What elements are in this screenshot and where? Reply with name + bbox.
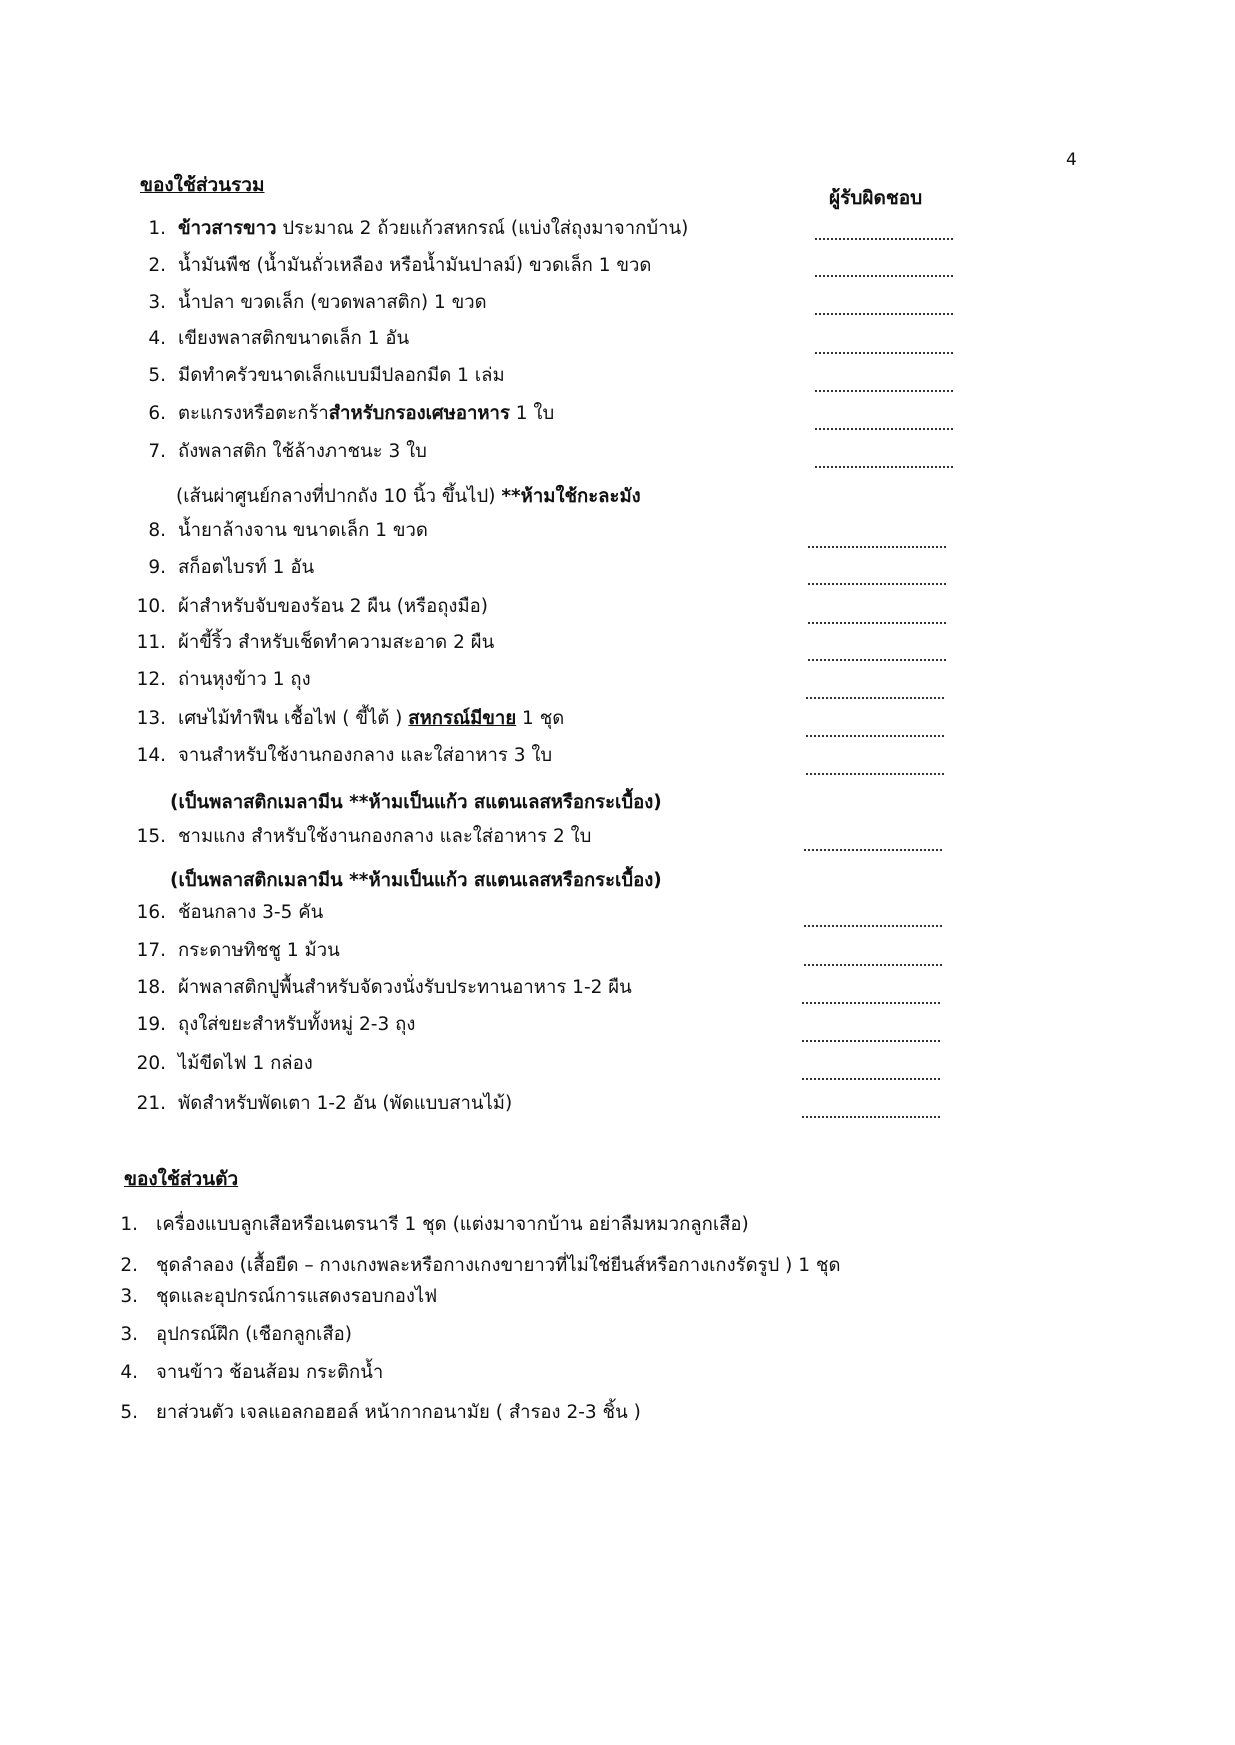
item-text: [178, 328, 409, 349]
responsible-line: [806, 773, 944, 775]
item-text: [178, 708, 564, 729]
item-number: 10.: [136, 596, 166, 617]
item-number: 14.: [136, 745, 166, 766]
responsible-line: [815, 390, 953, 392]
text-fragment: ถ่านหุงข้าว 1 ถุง: [178, 669, 311, 690]
item-text: [178, 826, 591, 847]
communal-item: [126, 288, 487, 317]
item-text: ยาส่วนตัว เจลแอลกอฮอล์ หน้ากากอนามัย ( สำรอง 2-3 ชิ้น ): [156, 1402, 641, 1423]
communal-item: [126, 898, 323, 927]
communal-item: [126, 741, 552, 770]
item-text: [178, 403, 554, 424]
emphasis-text: ข้าวสารขาว: [178, 218, 277, 239]
item-number: 20.: [136, 1053, 166, 1074]
emphasis-text: **ห้ามใช้กะละมัง: [501, 486, 641, 507]
communal-item: [126, 516, 428, 545]
text-fragment: มีดทำครัวขนาดเล็กแบบมีปลอกมีด 1 เล่ม: [178, 365, 505, 386]
text-fragment: พัดสำหรับพัดเตา 1-2 อัน (พัดแบบสานไม้): [178, 1093, 513, 1114]
text-fragment: เศษไม้ทำฟืน เชื้อไฟ ( ขี้ไต้ ): [178, 708, 409, 729]
item-number: 17.: [136, 940, 166, 961]
emphasis-text: (เป็นพลาสติกเมลามีน **ห้ามเป็นแก้ว สแตนเลสหรือกระเบื้อง): [170, 870, 662, 891]
item-number: 9.: [148, 557, 166, 578]
responsible-line: [802, 1040, 940, 1042]
item-note: [170, 788, 662, 817]
item-number: 1.: [148, 218, 166, 239]
text-fragment: ชามแกง สำหรับใช้งานกองกลาง และใส่อาหาร 2 ใบ: [178, 826, 592, 847]
responsible-line: [806, 697, 944, 699]
responsible-line: [808, 583, 946, 585]
communal-item: [126, 437, 427, 466]
item-number: 2.: [148, 255, 166, 276]
responsible-line: [804, 849, 942, 851]
item-number: 12.: [136, 669, 166, 690]
text-fragment: ประมาณ 2 ถ้วยแก้วสหกรณ์ (แบ่งใส่ถุงมาจากบ้าน): [276, 218, 689, 239]
item-text: [178, 977, 632, 998]
item-text: [178, 365, 505, 386]
personal-item: [116, 1210, 749, 1239]
item-number: 8.: [148, 520, 166, 541]
text-fragment: (เส้นผ่าศูนย์กลางที่ปากถัง 10 นิ้ว ขึ้นไป): [176, 486, 502, 507]
item-text: จานข้าว ช้อนส้อม กระติกน้ำ: [156, 1362, 384, 1383]
personal-item: [116, 1251, 841, 1280]
communal-item: [126, 628, 494, 657]
responsible-line: [815, 466, 953, 468]
text-fragment: กระดาษทิชชู 1 ม้วน: [178, 940, 340, 961]
item-text: ชุดลำลอง (เสื้อยืด – กางเกงพละหรือกางเกงขายาวที่ไม่ใช่ยีนส์หรือกางเกงรัดรูป ) 1 ชุด: [156, 1255, 841, 1276]
item-text: [178, 596, 488, 617]
communal-item: [126, 822, 591, 851]
item-number: 1.: [120, 1214, 138, 1235]
text-fragment: น้ำมันพืช (น้ำมันถั่วเหลือง หรือน้ำมันปาลม์) ขวดเล็ก 1 ขวด: [178, 255, 652, 276]
responsible-line: [802, 1078, 940, 1080]
item-text: [178, 1053, 313, 1074]
text-fragment: น้ำยาล้างจาน ขนาดเล็ก 1 ขวด: [178, 520, 428, 541]
emphasis-text: สหกรณ์มีขาย: [408, 708, 517, 729]
text-fragment: จานสำหรับใช้งานกองกลาง และใส่อาหาร 3 ใบ: [178, 745, 553, 766]
responsible-line: [802, 1116, 940, 1118]
item-text: [178, 669, 311, 690]
item-text: [178, 745, 552, 766]
communal-item: [126, 1089, 512, 1118]
text-fragment: ถังพลาสติก ใช้ล้างภาชนะ 3 ใบ: [178, 441, 427, 462]
text-fragment: เขียงพลาสติกขนาดเล็ก 1 อัน: [178, 328, 410, 349]
item-number: 4.: [120, 1362, 138, 1383]
item-number: 5.: [148, 365, 166, 386]
page-number: 4: [1066, 150, 1077, 170]
item-text: [178, 557, 314, 578]
personal-item: [116, 1282, 437, 1311]
text-fragment: ผ้าพลาสติกปูพื้นสำหรับจัดวงนั่งรับประทานอาหาร 1-2 ผืน: [178, 977, 632, 998]
responsible-line: [815, 313, 953, 315]
item-number: 13.: [136, 708, 166, 729]
item-number: 3.: [120, 1324, 138, 1345]
item-number: 19.: [136, 1014, 166, 1035]
item-number: 4.: [148, 328, 166, 349]
responsible-line: [806, 735, 944, 737]
item-number: 7.: [148, 441, 166, 462]
responsible-line: [802, 1002, 940, 1004]
personal-item: [116, 1358, 383, 1387]
text-fragment: ถุงใส่ขยะสำหรับทั้งหมู่ 2-3 ถุง: [178, 1014, 416, 1035]
item-text: [178, 441, 427, 462]
text-fragment: ผ้าสำหรับจับของร้อน 2 ผืน (หรือถุงมือ): [178, 596, 488, 617]
item-text: [178, 902, 323, 923]
text-fragment: ตะแกรงหรือตะกร้า: [178, 403, 329, 424]
text-fragment: ผ้าขี้ริ้ว สำหรับเช็ดทำความสะอาด 2 ผืน: [178, 632, 495, 653]
item-note: [176, 482, 641, 511]
item-number: 18.: [136, 977, 166, 998]
communal-item: [126, 251, 651, 280]
responsible-line: [808, 546, 946, 548]
responsible-line: [804, 964, 942, 966]
communal-item: [126, 553, 314, 582]
responsible-line: [815, 428, 953, 430]
item-number: 21.: [136, 1093, 166, 1114]
communal-item: [126, 361, 505, 390]
personal-section-title: ของใช้ส่วนตัว: [124, 1168, 239, 1190]
item-number: 16.: [136, 902, 166, 923]
communal-item: [126, 1010, 415, 1039]
communal-item: [126, 399, 554, 428]
text-fragment: น้ำปลา ขวดเล็ก (ขวดพลาสติก) 1 ขวด: [178, 292, 487, 313]
responsible-line: [815, 238, 953, 240]
item-number: 11.: [136, 632, 166, 653]
responsible-line: [815, 275, 953, 277]
personal-item: [116, 1320, 352, 1349]
communal-item: [126, 665, 311, 694]
item-text: [178, 520, 428, 541]
responsible-line: [804, 925, 942, 927]
communal-item: [126, 936, 340, 965]
item-text: [178, 292, 487, 313]
item-number: 3.: [148, 292, 166, 313]
communal-item: [126, 1049, 313, 1078]
responsible-line: [808, 659, 946, 661]
item-number: 5.: [120, 1402, 138, 1423]
text-fragment: สก็อตไบรท์ 1 อัน: [178, 557, 315, 578]
item-text: [178, 632, 494, 653]
item-number: 15.: [136, 826, 166, 847]
responsible-header: ผู้รับผิดชอบ: [829, 187, 923, 209]
communal-item: [126, 592, 488, 621]
item-text: อุปกรณ์ฝึก (เชือกลูกเสือ): [156, 1324, 352, 1345]
communal-item: [126, 214, 688, 243]
text-fragment: 1 ใบ: [509, 403, 555, 424]
communal-section-title: ของใช้ส่วนรวม: [140, 174, 265, 196]
item-text: [178, 218, 688, 239]
item-number: 6.: [148, 403, 166, 424]
communal-item: [126, 973, 632, 1002]
item-note: [170, 866, 662, 895]
text-fragment: 1 ชุด: [516, 708, 565, 729]
item-number: 3.: [120, 1286, 138, 1307]
emphasis-text: (เป็นพลาสติกเมลามีน **ห้ามเป็นแก้ว สแตนเลสหรือกระเบื้อง): [170, 792, 662, 813]
communal-item: [126, 704, 564, 733]
text-fragment: ช้อนกลาง 3-5 คัน: [178, 902, 324, 923]
item-text: [178, 1093, 512, 1114]
responsible-line: [808, 622, 946, 624]
personal-item: [116, 1398, 641, 1427]
item-text: ชุดและอุปกรณ์การแสดงรอบกองไฟ: [156, 1286, 438, 1307]
item-number: 2.: [120, 1255, 138, 1276]
text-fragment: ไม้ขีดไฟ 1 กล่อง: [178, 1053, 313, 1074]
responsible-line: [815, 352, 953, 354]
communal-item: [126, 324, 409, 353]
item-text: เครื่องแบบลูกเสือหรือเนตรนารี 1 ชุด (แต่งมาจากบ้าน อย่าลืมหมวกลูกเสือ): [156, 1214, 749, 1235]
item-text: [178, 1014, 415, 1035]
item-text: [178, 255, 651, 276]
emphasis-text: สำหรับกรองเศษอาหาร: [328, 403, 510, 424]
item-text: [178, 940, 340, 961]
